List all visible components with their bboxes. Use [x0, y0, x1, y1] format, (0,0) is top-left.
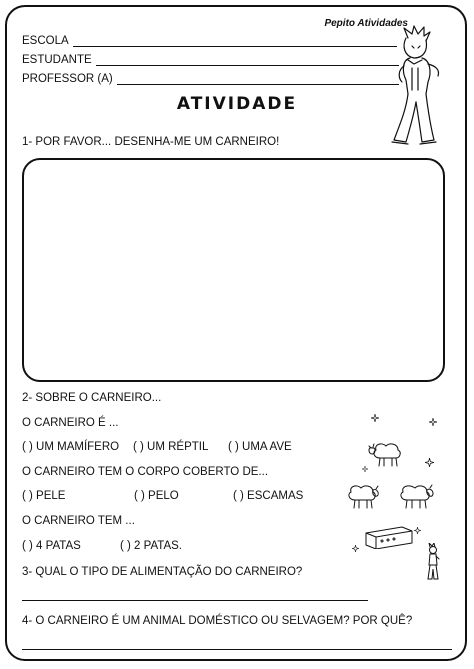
- question-3: 3- QUAL O TIPO DE ALIMENTAÇÃO DO CARNEIRO?: [22, 566, 303, 578]
- star-icon: [425, 458, 434, 467]
- activity-title: ATIVIDADE: [176, 94, 298, 114]
- option-escamas[interactable]: ( ) ESCAMAS: [233, 490, 304, 502]
- sheep-icon: [345, 482, 381, 510]
- option-4-patas[interactable]: ( ) 4 PATAS: [22, 540, 81, 552]
- option-mamifero[interactable]: ( ) UM MAMÍFERO: [22, 441, 120, 453]
- question-2-part-2: O CARNEIRO TEM O CORPO COBERTO DE...: [22, 466, 269, 478]
- question-2-heading: 2- SOBRE O CARNEIRO...: [22, 392, 162, 404]
- little-prince-small-icon: [425, 543, 441, 583]
- question-1: 1- POR FAVOR... DESENHA-ME UM CARNEIRO!: [22, 136, 280, 148]
- teacher-line[interactable]: [117, 74, 399, 85]
- answer-line-3[interactable]: [22, 600, 368, 601]
- sheep-icon: [368, 440, 406, 468]
- star-icon: [414, 527, 421, 534]
- option-reptil[interactable]: ( ) UM RÉPTIL: [133, 441, 209, 453]
- teacher-field: [22, 73, 399, 85]
- student-label: ESTUDANTE: [22, 54, 92, 66]
- student-field: [22, 54, 399, 66]
- answer-line-4[interactable]: [22, 649, 452, 650]
- option-pele[interactable]: ( ) PELE: [22, 490, 66, 502]
- school-field: [22, 35, 397, 47]
- star-icon: [352, 545, 359, 552]
- option-2-patas[interactable]: ( ) 2 PATAS.: [120, 540, 182, 552]
- box-icon: [364, 519, 414, 549]
- little-prince-figure-icon: [388, 24, 446, 152]
- star-icon: [429, 418, 437, 426]
- option-ave[interactable]: ( ) UMA AVE: [228, 441, 292, 453]
- drawing-box[interactable]: [22, 158, 445, 382]
- brand-label: Pepito Atividades: [324, 18, 408, 29]
- star-icon: [371, 414, 379, 422]
- option-pelo[interactable]: ( ) PELO: [134, 490, 179, 502]
- sheep-icon: [397, 482, 437, 510]
- teacher-label: PROFESSOR (A): [22, 73, 113, 85]
- student-line[interactable]: [96, 55, 399, 66]
- question-2-part-3: O CARNEIRO TEM ...: [22, 515, 135, 527]
- question-4: 4- O CARNEIRO É UM ANIMAL DOMÉSTICO OU SELVAGEM? POR QUÊ?: [22, 615, 413, 627]
- question-2-part-1: O CARNEIRO É ...: [22, 417, 119, 429]
- school-label: ESCOLA: [22, 35, 69, 47]
- school-line[interactable]: [73, 36, 397, 47]
